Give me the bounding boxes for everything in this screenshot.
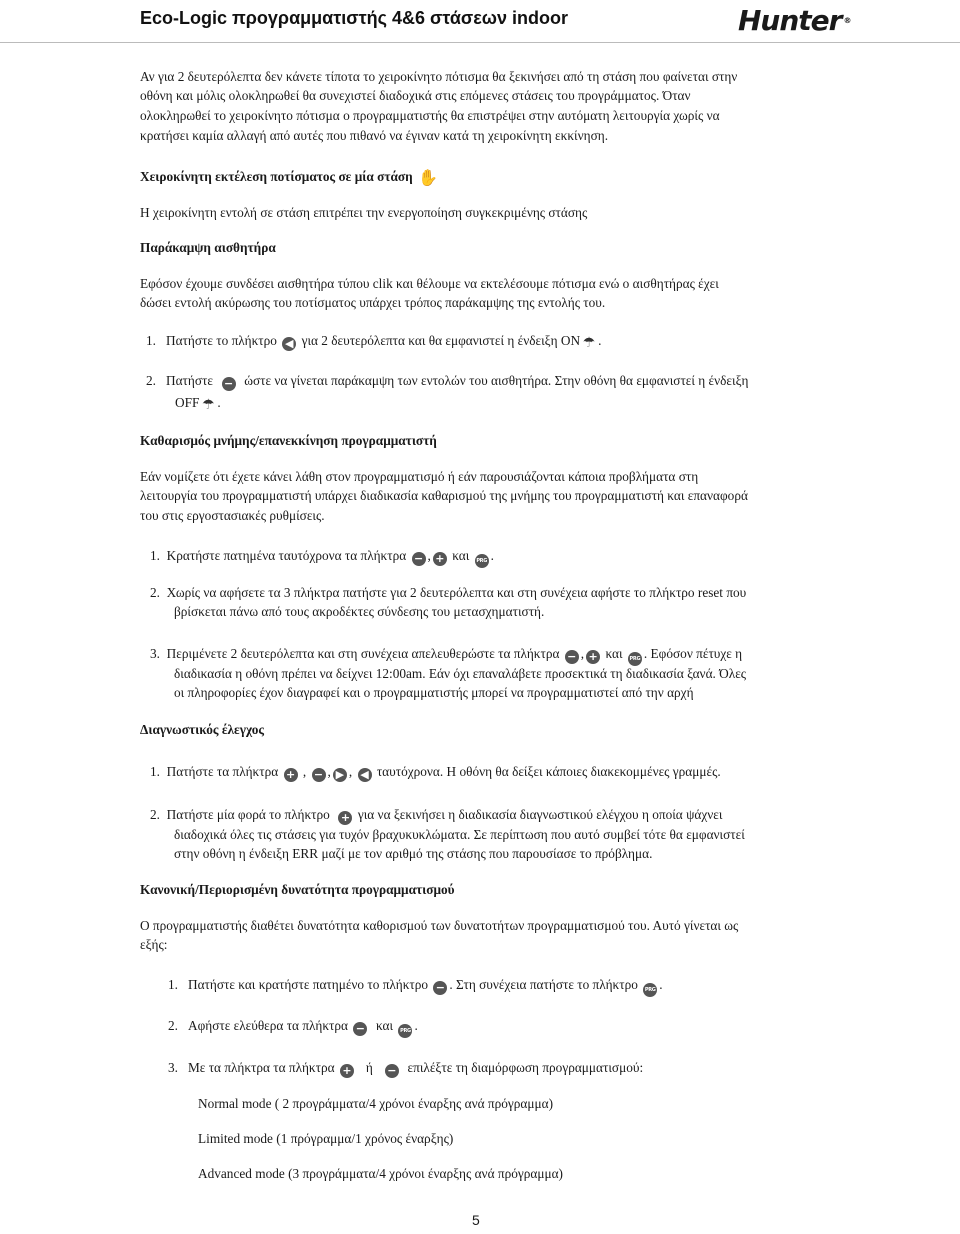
minus-icon: − xyxy=(433,981,447,995)
prg-icon: PRG xyxy=(628,652,642,666)
umbrella-icon: ☂ xyxy=(582,335,596,351)
minus-icon: − xyxy=(222,377,236,391)
diagnostics-step-2: 2. Πατήστε μία φορά το πλήκτρο + για να ξεκινήσει η διαδικασία διαγνωστικού ελέγχου η οποία ψάχνει xyxy=(150,807,723,824)
programming-line: Ο προγραμματιστής διαθέτει δυνατότητα καθορισμού των δυνατοτήτων προγραμματισμού του. Αυτό γίνεται ως xyxy=(140,918,739,933)
bypass-heading: Παράκαμψη αισθητήρα xyxy=(140,240,276,255)
minus-icon: − xyxy=(565,650,579,664)
manual-heading: Χειροκίνητη εκτέλεση ποτίσματος σε μία στάση ✋ xyxy=(140,168,438,187)
reset-line: Εάν νομίζετε ότι έχετε κάνει λάθη στον προγραμματισμό ή εάν παρουσιάζονται κάποια προβλήματα στη xyxy=(140,469,699,484)
diagnostics-step-2-cont: διαδοχικά όλες τις στάσεις για τυχόν βραχυκυκλώματα. Σε περίπτωση που αυτό συμβεί τότε θα εμφανιστεί xyxy=(174,827,745,842)
mode-advanced: Advanced mode (3 προγράμματα/4 χρόνοι έναρξης ανά πρόγραμμα) xyxy=(198,1166,563,1181)
reset-step-2: 2. Χωρίς να αφήσετε τα 3 πλήκτρα πατήστε για 2 δευτερόλεπτα και στη συνέχεια αφήστε το πλήκτρο reset που xyxy=(150,585,747,600)
page-number: 5 xyxy=(472,1212,480,1228)
hand-icon: ✋ xyxy=(418,168,438,187)
reset-heading: Καθαρισμός μνήμης/επανεκκίνηση προγραμματιστή xyxy=(140,433,437,448)
back-icon: ◀ xyxy=(282,337,296,351)
plus-icon: + xyxy=(433,552,447,566)
programming-step-3: 3. Με τα πλήκτρα τα πλήκτρα + ή − επιλέξτε τη διαμόρφωση προγραμματισμού: xyxy=(168,1060,644,1077)
mode-normal: Normal mode ( 2 προγράμματα/4 χρόνοι έναρξης ανά πρόγραμμα) xyxy=(198,1096,554,1111)
prg-icon: PRG xyxy=(475,554,489,568)
minus-icon: − xyxy=(412,552,426,566)
reset-step-3-cont: οι πληροφορίες έχον διαγραφεί και ο προγραμματιστής μπορεί να προγραμματιστεί από την αρχή xyxy=(174,685,694,700)
bypass-step-2-cont: OFF ☂ . xyxy=(175,395,221,413)
umbrella-icon: ☂ xyxy=(202,397,215,413)
reset-line: λειτουργία του προγραμματιστή υπάρχει διαδικασία καθαρισμού της μνήμης του προγραμματιστή και επαναφορά xyxy=(140,488,748,503)
plus-icon: + xyxy=(586,650,600,664)
intro-line: ολοκληρωθεί το χειροκίνητο πότισμα ο προγραμματιστής θα επιστρέψει στην αυτόματη λειτουργία χωρίς να xyxy=(140,108,720,123)
header-divider xyxy=(0,42,960,43)
minus-icon: − xyxy=(312,768,326,782)
reset-step-1: 1. Κρατήστε πατημένα ταυτόχρονα τα πλήκτρα − , + και PRG . xyxy=(150,546,494,568)
plus-icon: + xyxy=(284,768,298,782)
intro-line: Αν για 2 δευτερόλεπτα δεν κάνετε τίποτα το χειροκίνητο πότισμα θα ξεκινήσει από τη στάση που φαίνεται στην xyxy=(140,69,738,84)
reset-step-3: 3. Περιμένετε 2 δευτερόλεπτα και στη συνέχεια απελευθερώστε τα πλήκτρα − , + και PRG . Εφόσον πέτυχε η xyxy=(150,644,742,666)
reset-line: του στις εργοστασιακές ρυθμίσεις. xyxy=(140,508,325,523)
manual-text: Η χειροκίνητη εντολή σε στάση επιτρέπει την ενεργοποίηση συγκεκριμένης στάσης xyxy=(140,205,588,220)
reset-step-3-cont: διαδικασία η οθόνη πρέπει να δείχνει 12:00am. Εάν όχι επαναλάβετε προσεκτικά τη διαδικασία ξανά. Όλες xyxy=(174,666,747,681)
prg-icon: PRG xyxy=(398,1024,412,1038)
reset-step-2-cont: βρίσκεται πάνω από τους ακροδέκτες σύνδεσης του μετασχηματιστή. xyxy=(174,604,545,619)
minus-icon: − xyxy=(385,1064,399,1078)
programming-step-1: 1. Πατήστε και κρατήστε πατημένο το πλήκτρο − . Στη συνέχεια πατήστε το πλήκτρο PRG . xyxy=(168,975,663,997)
programming-step-2: 2. Αφήστε ελεύθερα τα πλήκτρα − και PRG . xyxy=(168,1016,418,1038)
page-header xyxy=(0,0,960,44)
hunter-logo: Hunter ® xyxy=(738,4,851,37)
next-icon: ▶ xyxy=(333,768,347,782)
header-title: Eco-Logic προγραμματιστής 4&6 στάσεων indoor xyxy=(140,8,568,28)
programming-line: εξής: xyxy=(140,937,168,952)
plus-icon: + xyxy=(338,811,352,825)
prg-icon: PRG xyxy=(643,983,657,997)
diagnostics-step-2-cont: στην οθόνη η ένδειξη ERR μαζί με τον αριθμό της στάσης που παρουσίασε το πρόβλημα. xyxy=(174,846,653,861)
minus-icon: − xyxy=(353,1022,367,1036)
back-icon: ◀ xyxy=(358,768,372,782)
mode-limited: Limited mode (1 πρόγραμμα/1 χρόνος έναρξης) xyxy=(198,1131,454,1146)
bypass-line: δώσει εντολή ακύρωσης του ποτίσματος υπάρχει τρόπος παράκαμψης της εντολής του. xyxy=(140,295,606,310)
plus-icon: + xyxy=(340,1064,354,1078)
diagnostics-heading: Διαγνωστικός έλεγχος xyxy=(140,722,264,737)
programming-heading: Κανονική/Περιορισμένη δυνατότητα προγραμματισμού xyxy=(140,882,455,897)
bypass-step-1: 1. Πατήστε το πλήκτρο ◀ για 2 δευτερόλεπτα και θα εμφανιστεί η ένδειξη ON ☂ . xyxy=(146,333,602,351)
bypass-step-2: 2. Πατήστε − ώστε να γίνεται παράκαμψη των εντολών του αισθητήρα. Στην οθόνη θα εμφανιστεί η ένδειξη xyxy=(146,373,749,390)
diagnostics-step-1: 1. Πατήστε τα πλήκτρα + , − , ▶ , ◀ ταυτόχρονα. Η οθόνη θα δείξει κάποιες διακεκομμένες γραμμές. xyxy=(150,764,721,781)
intro-line: κρατήσει καμία αλλαγή από αυτές που πιθανό να έγιναν κατά τη χειροκίνητη εκκίνηση. xyxy=(140,128,609,143)
intro-line: οθόνη και μόλις ολοκληρωθεί θα συνεχιστεί διαδοχικά στις επόμενες στάσεις του προγράμματος. Όταν xyxy=(140,88,691,103)
bypass-line: Εφόσον έχουμε συνδέσει αισθητήρα τύπου clik και θέλουμε να εκτελέσουμε πότισμα ενώ ο αισθητήρας έχει xyxy=(140,276,719,291)
